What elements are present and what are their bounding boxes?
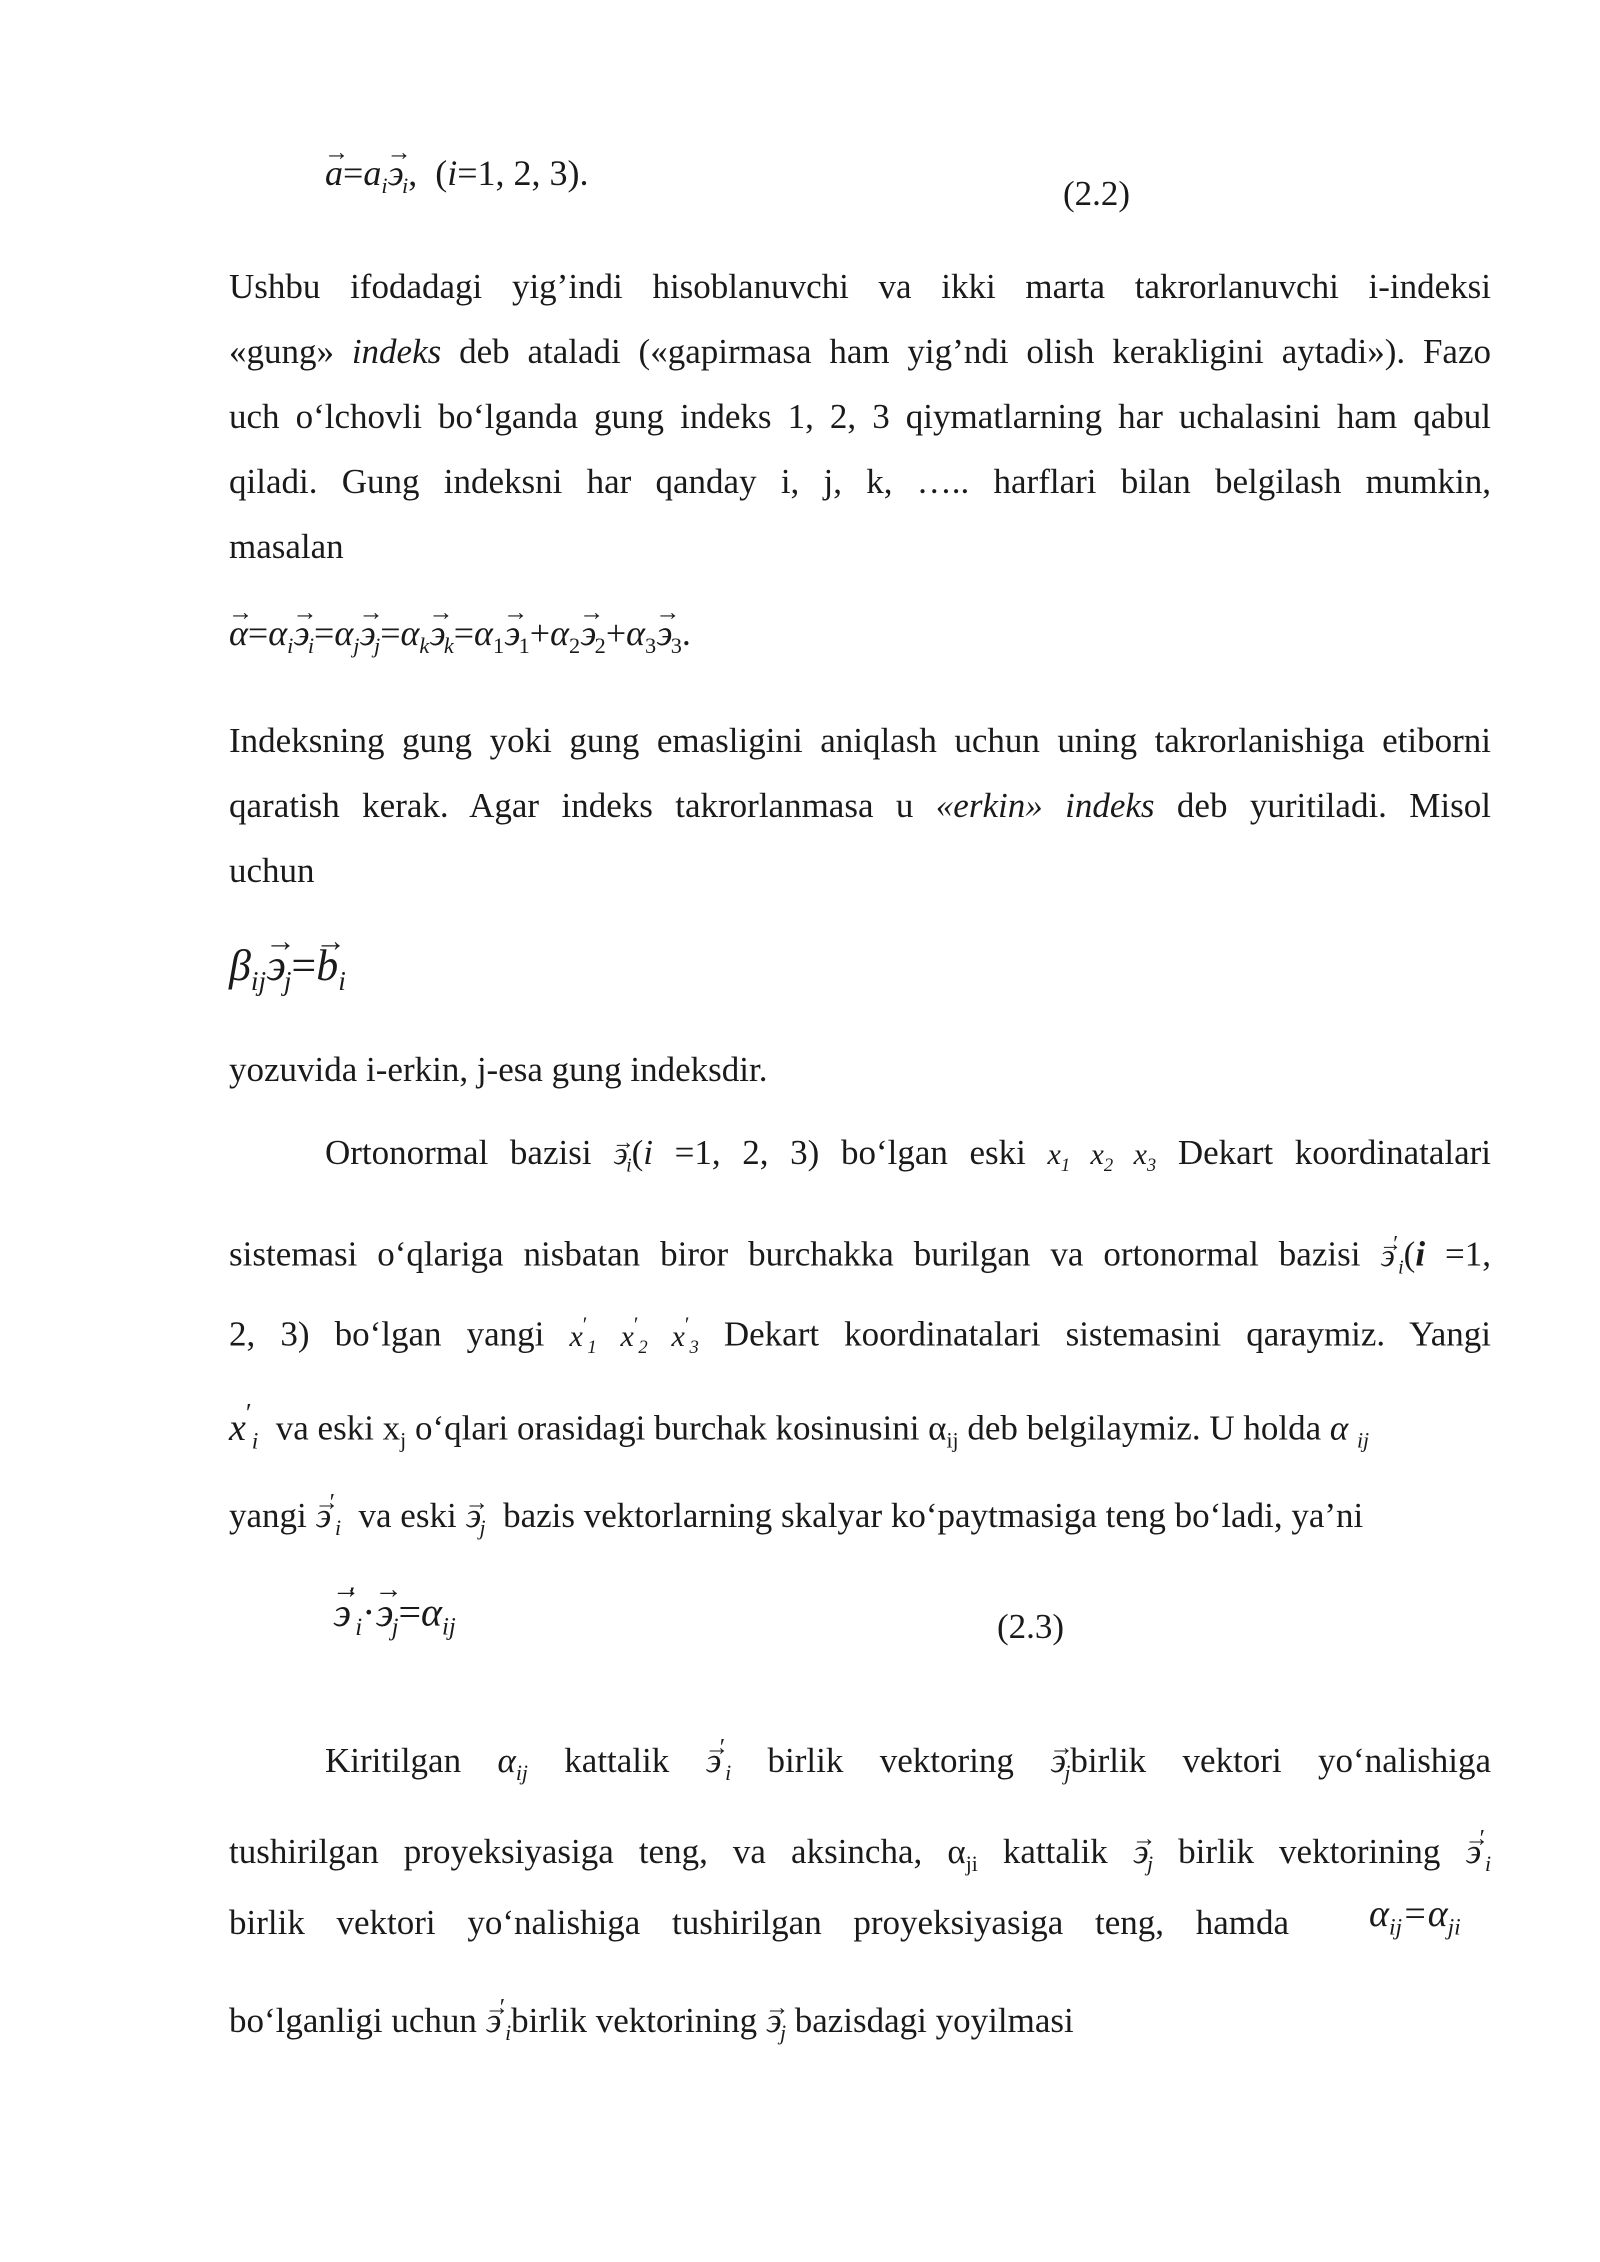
equation-number: (2.3) — [997, 1607, 1065, 1646]
paragraph-line: Ushbu ifodadagi yig’indi hisoblanuvchi va ikki marta takrorlanuvchi i-indeksi — [229, 267, 1491, 306]
paragraph-line: yangi → $϶'_i$ va eski → $϶_j$ bazis vektorlarning skalyar ko‘paytmasiga teng bo‘ladi, ya’ni — [229, 1470, 1491, 1548]
equation-number: (2.2) — [1063, 174, 1131, 213]
paragraph-line: bo‘lganligi uchun → $϶'_ibirlik$ vektorining → $϶_j$ bazisdagi yoyilmasi — [229, 1975, 1491, 2053]
paragraph-line: Indeksning gung yoki gung emasligini aniqlash uchun uning takrorlanishiga etiborni — [229, 721, 1491, 760]
paragraph-line: uch o‘lchovli bo‘lganda gung indeks 1, 2, 3 qiymatlarning har uchalasini ham qabul — [229, 397, 1491, 436]
paragraph-line: qaratish kerak. Agar indeks takrorlanmasa u «erkin» indeks deb yuritiladi. Misol — [229, 786, 1491, 825]
paragraph-line: sistemasi o‘qlariga nisbatan biror burchakka burilgan va ortonormal bazisi → $϶'_i(i =1$, — [229, 1210, 1491, 1288]
paragraph-line: uchun — [229, 851, 315, 890]
equation-alpha-expansion: → $\alpha=\alpha_i\to ϶_i=\alpha_j\to ϶_j=\alpha_k\to ϶_k=\alpha_1\to ϶_1+\alpha_2\to ϶_2+\alpha_3\to ϶_3$. — [229, 612, 691, 654]
paragraph-line: 2, 3) bo‘lgan yangi $x'_1$ $x'_2$ $x'_3$ Dekart koordinatalari sistemasini qaraymiz. Yangi — [229, 1312, 1491, 1358]
equation-2-3: → $϶'_i\cdot\to ϶_j=\alpha_{ij}$ — [333, 1582, 456, 1636]
paragraph-line: qiladi. Gung indeksni har qanday i, j, k, ….. harflari bilan belgilash mumkin, — [229, 462, 1491, 501]
paragraph-line: tushirilgan proyeksiyasiga teng, va aksincha, $\alpha_{ji}$ kattalik → $϶_j$ birlik vektorining → $϶'_i$ — [229, 1806, 1491, 1884]
paragraph-line: Kiritilgan $\alpha_{ij}$ kattalik → $϶'_i$ birlik vektoring → $϶_jbirlik$ vektori yo‘nalishiga — [325, 1715, 1491, 1793]
paragraph-line: $x'_i$ va eski $x_j$ o‘qlari orasidagi burchak kosinusini $\alpha_{ij}$ deb belgilaymiz. U holda α $_{ij}$ — [229, 1397, 1370, 1455]
equation-2-2: → $a=a_i\to ϶_i$, (i=1, 2, 3). — [325, 152, 589, 194]
paragraph-line: masalan — [229, 527, 344, 566]
paragraph-line: «gung» indeks deb ataladi («gapirmasa ham yig’ndi olish kerakligini aytadi»). Fazo — [229, 332, 1491, 371]
paragraph-line: Ortonormal bazisi → $϶_i(i =1$, 2, 3) bo‘lgan eski $x_1$ $x_2$ $x_3$ Dekart koordinatalari — [325, 1120, 1491, 1187]
paragraph-line: yozuvida i-erkin, j-esa gung indeksdir. — [229, 1050, 768, 1089]
paragraph-line: birlik vektori yo‘nalishiga tushirilgan proyeksiyasiga teng, hamda $\alpha_{ij}=\alpha_{ji}$ — [229, 1893, 1461, 1942]
equation-beta: $\beta_{ij}\to ϶_j=\to b_i$ — [229, 940, 346, 991]
